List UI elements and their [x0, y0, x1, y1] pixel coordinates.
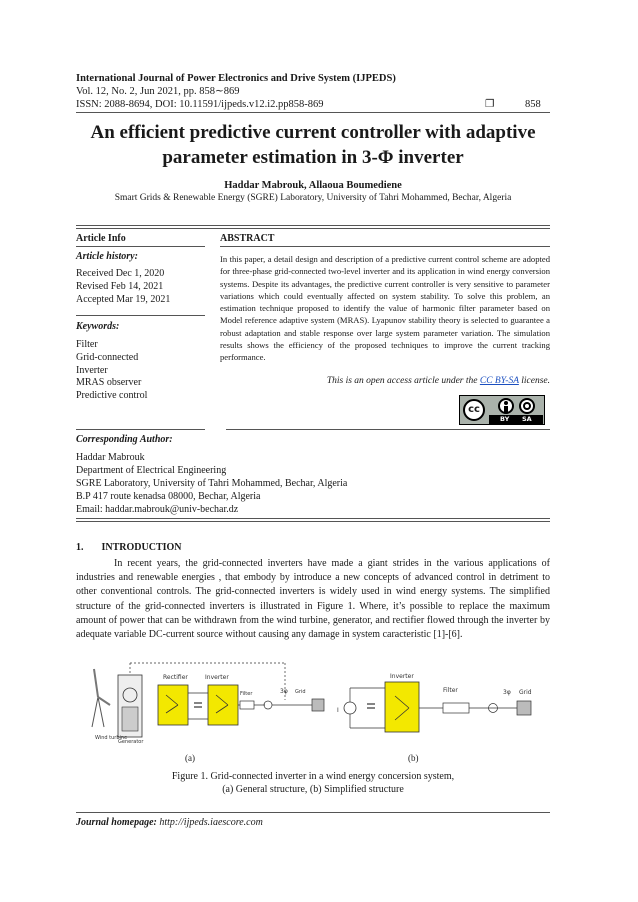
history-rule	[76, 315, 205, 316]
intro-heading: 1. INTRODUCTION	[76, 542, 182, 553]
corr-email[interactable]: Email: haddar.mabrouk@univ-bechar.dz	[76, 504, 239, 515]
issn-text: ISSN: 2088-8694, DOI: 10.11591/ijpeds.v12.i2.pp858-869	[76, 99, 324, 110]
cc-by-sa-link[interactable]: CC BY-SA	[479, 376, 519, 386]
abstract-heading: ABSTRACT	[220, 233, 275, 244]
label-generator: Generator	[118, 739, 144, 745]
footer-rule	[76, 812, 550, 813]
label-phase-b: 3φ	[503, 689, 511, 696]
article-info-rule	[76, 246, 205, 247]
corr-rule-right	[226, 429, 550, 430]
subfigure-a-label: (a)	[185, 753, 195, 763]
keyword-item: Inverter	[76, 364, 108, 376]
box-icon: ❐	[485, 99, 495, 110]
volume-line: Vol. 12, No. 2, Jun 2021, pp. 858∼869	[76, 86, 240, 97]
subfigure-b-label: (b)	[408, 753, 419, 763]
bottom-double-rule-2	[76, 521, 550, 522]
figure-1b	[335, 668, 550, 740]
top-double-rule-2	[76, 228, 550, 229]
label-wind-turbine: Wind turbine	[95, 735, 128, 741]
label-filter-b: Filter	[443, 687, 458, 694]
corr-name: Haddar Mabrouk	[76, 452, 145, 463]
by-sa-strip: BY SA	[489, 415, 543, 424]
history-item: Received Dec 1, 2020	[76, 268, 165, 279]
caption-line-2: (a) General structure, (b) Simplified structure	[222, 784, 404, 795]
top-double-rule-1	[76, 225, 550, 226]
history-item: Accepted Mar 19, 2021	[76, 293, 171, 305]
authors: Haddar Mabrouk, Allaoua Boumediene	[224, 180, 402, 191]
affiliation: Smart Grids & Renewable Energy (SGRE) Laboratory, University of Tahri Mohammed, Bechar, Algeria	[114, 193, 512, 203]
title-line-1: An efficient predictive current controller with adaptive	[90, 122, 536, 143]
label-phase: 3φ	[280, 688, 288, 695]
abstract-rule	[220, 246, 550, 247]
label-filter: Filter	[240, 691, 253, 697]
keywords-list	[76, 339, 147, 403]
history-item: Revised Feb 14, 2021	[76, 280, 164, 292]
header-rule	[76, 112, 550, 113]
corresponding-block	[76, 451, 347, 516]
title-line-2: parameter estimation in 3-Φ inverter	[162, 147, 464, 168]
history-list	[76, 268, 170, 306]
label-rectifier: Rectifier	[163, 674, 188, 681]
corr-address: B.P 417 route kenadsa 08000, Bechar, Algeria	[76, 491, 261, 502]
issn-line	[76, 98, 550, 111]
keywords-heading: Keywords:	[76, 321, 120, 332]
cc-icon: cc	[463, 399, 485, 421]
caption-line-1: Figure 1. Grid-connected inverter in a wind energy concersion system,	[171, 771, 455, 782]
keyword-item: Filter	[76, 339, 98, 350]
label-inverter-b: Inverter	[390, 673, 414, 680]
figure-1a	[90, 655, 340, 745]
homepage-link[interactable]: http://ijpeds.iaescore.com	[159, 817, 263, 828]
intro-body: In recent years, the grid-connected inverters have made a giant strides in the various applications of industries and renewable energies , that embody by introduce a new concepts of advanced control in detriment to other conventional controls. The grid-connected inverters is widely used in wind energy systems. The simplified structure of the grid-connected inverters is illustrated in Figure 1. Where, it’s possible to replace the maximum amount of power that can be withdrawn from the wind turbine, generator, and rectifier flowed through the inverter by adequate variable DC-current source without causing any damage in system caracteristic [1]-[6].	[76, 558, 550, 641]
corr-lab: SGRE Laboratory, University of Tahri Mohammed, Bechar, Algeria	[76, 478, 348, 489]
label-grid-b: Grid	[519, 689, 532, 696]
figure-caption	[76, 770, 550, 796]
page-number: 858	[525, 99, 541, 110]
history-heading: Article history:	[76, 251, 138, 262]
license-line: This is an open access article under the CC BY-SA license.	[326, 376, 550, 386]
person-icon	[498, 398, 514, 414]
keyword-item: Predictive control	[76, 390, 148, 402]
corr-rule-left	[76, 429, 205, 430]
abstract-text: In this paper, a detail design and description of a predictive current control scheme are adopted for three-phase grid-connected two-level inverter and its application in wind energy conversion systems. Despite its advantages, the predictive current controller is very sensitive to parameter variations which could eventually affected on system stability. To solve this problem, an estimation technique proposed to identify the value of harmonic filter parameter based on Model reference adaptive system (MRAS). Lyapunov stability theory is selected to guarantee a robust adaptation and stable response over large system parameter variation. The simulation results shows the efficiency of the proposed techniques to improve the current tracking performance.	[220, 254, 550, 363]
label-inverter: Inverter	[205, 674, 229, 681]
cc-by-sa-badge[interactable]	[459, 395, 545, 425]
corr-dept: Department of Electrical Engineering	[76, 465, 227, 476]
journal-title: International Journal of Power Electronics and Drive System (IJPEDS)	[76, 73, 396, 84]
share-alike-icon	[519, 398, 535, 414]
bottom-double-rule-1	[76, 518, 550, 519]
journal-homepage: Journal homepage: http://ijpeds.iaescore.com	[76, 817, 263, 828]
keyword-item: MRAS observer	[76, 377, 142, 389]
keyword-item: Grid-connected	[76, 351, 139, 363]
article-info-heading: Article Info	[76, 233, 126, 244]
label-idc: I	[337, 707, 339, 714]
corresponding-heading: Corresponding Author:	[76, 434, 173, 445]
label-grid: Grid	[295, 689, 306, 695]
paper-title	[76, 120, 550, 170]
